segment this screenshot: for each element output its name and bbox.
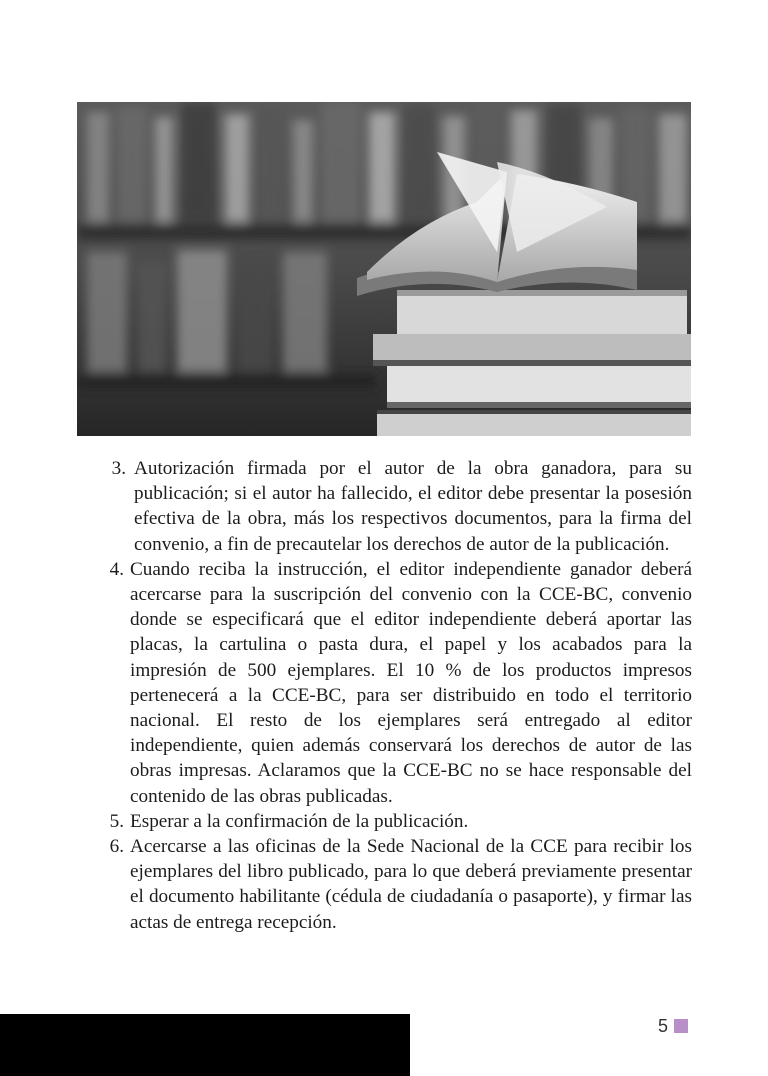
list-item xyxy=(100,834,692,935)
page-number xyxy=(658,1014,688,1038)
list-item-number: 3. xyxy=(111,458,126,479)
page-marker-icon xyxy=(674,1019,688,1033)
list-item-number: 5. xyxy=(109,810,124,832)
books-photo xyxy=(77,102,691,436)
list-item-number: 4. xyxy=(109,558,124,580)
list-item xyxy=(100,456,692,557)
list-item-text: Acercarse a las oficinas de la Sede Nacional de la CCE para recibir los ejemplares del libro publicado, para lo que deberá previamente presentar el documento habilitante (cédula de ciudadanía o pasaporte), y firmar las actas de entrega recepción. xyxy=(130,836,692,933)
footer-black-band xyxy=(0,1014,410,1076)
list-item-text: Esperar a la confirmación de la publicación. xyxy=(130,810,469,832)
books-photo-icon xyxy=(77,102,691,436)
list-item xyxy=(100,557,692,809)
list-item-text: Cuando reciba la instrucción, el editor independiente ganador deberá acercarse para la suscripción del convenio con la CCE-BC, convenio donde se especificará que el editor independiente deberá aportar las placas, la cartulina o pasta dura, el papel y los acabados para la impresión de 500 ejemplares. El 10 % de los productos impresos pertenecerá a la CCE-BC, para ser distribuido en todo el territorio nacional. El resto de los ejemplares será entregado al editor independiente, quien además conservará los derechos de autor de las obras impresas. Aclaramos que la CCE-BC no se hace responsable del contenido de las obras publicadas. xyxy=(130,558,692,807)
page-number-text: 5 xyxy=(658,1015,669,1036)
requirements-list xyxy=(100,456,692,935)
list-item-number: 6. xyxy=(109,836,124,858)
list-item-text: Autorización firmada por el autor de la obra ganadora, para su publicación; si el autor ha fallecido, el editor debe presentar la posesión efectiva de la obra, más los respectivos documentos, para la firma del convenio, a fin de precautelar los derechos de autor de la publicación. xyxy=(134,458,692,555)
list-item xyxy=(100,809,692,834)
